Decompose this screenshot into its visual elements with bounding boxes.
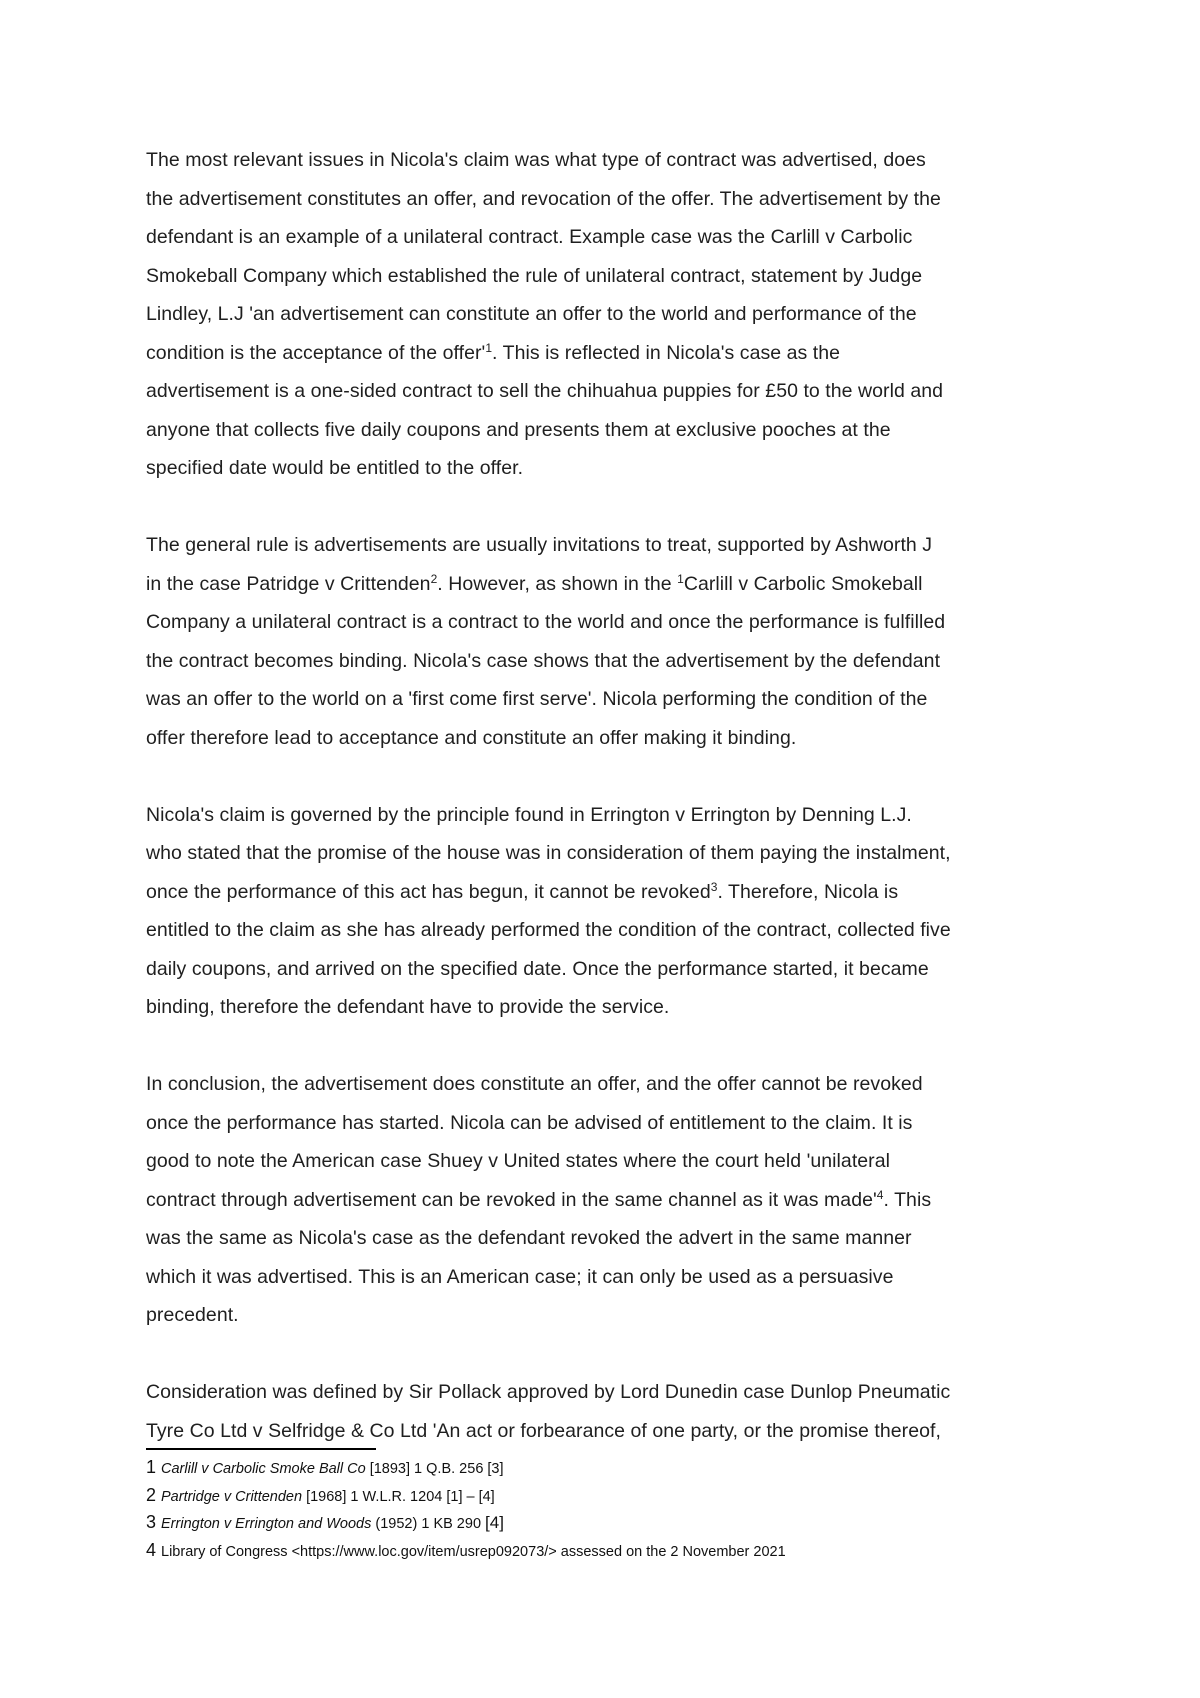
text-line: was an offer to the world on a 'first come first serve'. Nicola performing the condition of the [146,688,928,710]
text-line: good to note the American case Shuey v United states where the court held 'unilateral [146,1150,891,1172]
paragraph-5 [146,1373,1076,1450]
text-line: anyone that collects five daily coupons and presents them at exclusive pooches at the [146,418,891,441]
text-line: binding, therefore the defendant have to provide the service. [146,996,670,1018]
footnote-number: 1 [146,1457,157,1477]
text-line: which it was advertised. This is an American case; it can only be used as a persuasive [146,1265,894,1288]
text-line: was the same as Nicola's case as the defendant revoked the advert in the same manner [146,1227,912,1249]
footnote-ref[interactable]: 2 [430,571,438,586]
paragraph-3 [146,796,1076,1027]
text-line [146,873,1076,912]
body-text [146,141,1076,1489]
paragraph-2 [146,526,1076,757]
text-fragment: . This [883,1188,932,1211]
paragraph-1 [146,141,1076,488]
footnotes [146,1455,1076,1565]
text-line: Smokeball Company which established the rule of unilateral contract, statement by Judge [146,264,923,287]
text-fragment: . Therefore, Nicola is [717,880,899,903]
footnote-3 [146,1510,1076,1538]
text-fragment: once the performance of this act has begun, it cannot be revoked [146,880,711,903]
text-line: defendant is an example of a unilateral contract. Example case was the Carlill v Carbolic [146,226,913,248]
footnote-citation: (1952) 1 KB 290 [371,1516,486,1532]
text-line: Tyre Co Ltd v Selfridge & Co Ltd 'An act or forbearance of one party, or the promise thereof, [146,1419,941,1442]
text-line: The general rule is advertisements are usually invitations to treat, supported by Ashworth J [146,534,933,556]
footnote-1 [146,1455,1076,1483]
text-line [146,565,1076,604]
text-fragment: condition is the acceptance of the offer' [146,341,486,364]
text-line: the advertisement constitutes an offer, and revocation of the offer. The advertisement by the [146,187,941,210]
footnote-case-name: Partridge v Crittenden [161,1488,303,1505]
text-line: Lindley, L.J 'an advertisement can constitute an offer to the world and performance of the [146,303,917,325]
text-line: Consideration was defined by Sir Pollack approved by Lord Dunedin case Dunlop Pneumatic [146,1381,951,1403]
footnote-ref[interactable]: 3 [710,879,718,894]
footnote-case-name: Errington v Errington and Woods [161,1516,372,1532]
footnote-ref[interactable]: 4 [876,1187,884,1202]
footnote-citation[interactable]: Library of Congress <https://www.loc.gov/item/usrep092073/> assessed on the 2 November 2021 [161,1543,786,1560]
footnote-number: 3 [146,1512,157,1532]
text-line: The most relevant issues in Nicola's claim was what type of contract was advertised, does [146,149,926,171]
footnote-4 [146,1538,1076,1566]
text-line: the contract becomes binding. Nicola's case shows that the advertisement by the defendant [146,649,941,672]
text-line: offer therefore lead to acceptance and constitute an offer making it binding. [146,726,797,749]
text-line [146,1181,1076,1220]
text-fragment: . However, as shown in the [437,572,678,595]
footnote-number: 2 [146,1484,157,1505]
text-line: who stated that the promise of the house was in consideration of them paying the instalment, [146,842,951,864]
text-line: precedent. [146,1304,239,1326]
text-fragment: in the case Patridge v Crittenden [146,572,431,595]
text-fragment: . This is reflected in Nicola's case as the [492,341,841,364]
footnote-2 [146,1483,1076,1511]
text-fragment: Carlill v Carbolic Smokeball [683,572,923,595]
footnote-case-name: Carlill v Carbolic Smoke Ball Co [161,1461,366,1477]
footnote-separator [146,1448,376,1450]
footnote-ref[interactable]: 1 [677,571,684,586]
text-line: In conclusion, the advertisement does constitute an offer, and the offer cannot be revoked [146,1073,923,1095]
text-line: daily coupons, and arrived on the specified date. Once the performance started, it became [146,957,929,980]
text-line: advertisement is a one-sided contract to sell the chihuahua puppies for £50 to the world and [146,380,944,402]
footnote-pinpoint: [4] [485,1513,504,1532]
text-line [146,334,1076,373]
footnote-ref[interactable]: 1 [485,340,493,355]
text-fragment: contract through advertisement can be revoked in the same channel as it was made' [146,1188,877,1211]
text-line: specified date would be entitled to the offer. [146,457,524,479]
text-line: entitled to the claim as she has already performed the condition of the contract, collected five [146,919,951,941]
footnote-citation: [1893] 1 Q.B. 256 [3] [365,1461,504,1477]
footnote-citation: [1968] 1 W.L.R. 1204 [1] – [4] [302,1488,495,1505]
text-line: Company a unilateral contract is a contract to the world and once the performance is fulfilled [146,611,946,633]
text-line: Nicola's claim is governed by the principle found in Errington v Errington by Denning L.J. [146,803,912,826]
footnote-number: 4 [146,1539,157,1560]
text-line: once the performance has started. Nicola can be advised of entitlement to the claim. It is [146,1111,913,1134]
paragraph-4 [146,1065,1076,1335]
